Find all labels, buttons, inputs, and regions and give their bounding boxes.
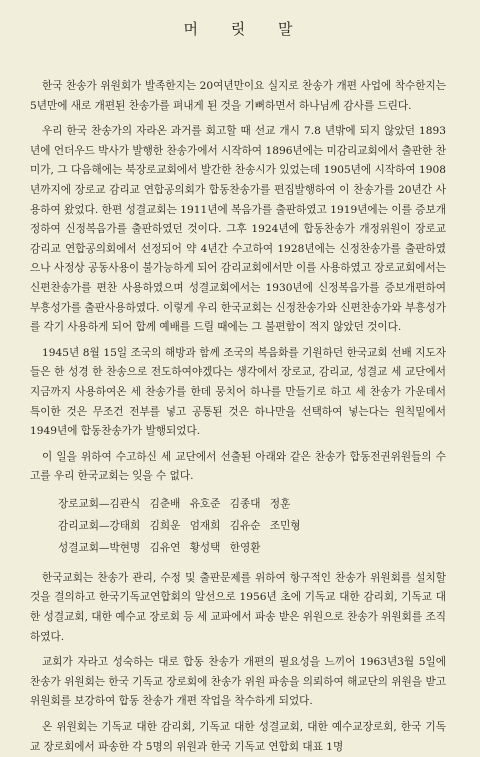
committee-name: 유호준 [189,497,221,510]
committee-list [30,493,446,559]
page-title: 머 릿 말 [183,20,307,38]
committee-name: 성결교회—박현명 [58,541,141,554]
paragraph-1945: 1945년 8월 15일 조국의 해방과 함께 조국의 복음화를 기원하던 한국교회 선배 지도자들은 한 성경 한 찬송으로 전도하여야겠다는 생각에서 장로교, 감리교, 성결교 세 교단에서 지금까지 사용하여온 세 찬송가를 한데 뭉치어 하나를 만들기로 하고 세 찬송가 가운데서 특이한 것은 무조건 전부를 넣고 공통된 것은 하나만을 선택하여 넣는다는 원칙밑에서 1949년에 합동찬송가가 발행되었다. [30,346,446,438]
committee-name: 황성택 [189,541,221,554]
committee-name: 조민형 [269,519,301,532]
paragraph-revision: 교회가 자라고 성숙하는 대로 합동 찬송가 개편의 필요성을 느끼어 1963년3월 5일에 찬송가 위원회는 한국 기독교 장로회에 찬송가 위원 파송을 의뢰하여 해교단의 위원을 받고 위원회를 보강하여 합동 찬송가 개편 작업을 착수하게 되었다. [30,656,446,708]
paragraph-history: 우리 한국 찬송가의 자라온 과거를 회고할 때 선교 개시 7.8 년밖에 되지 않았던 1893년에 언더우드 박사가 발행한 찬송가에서 시작하여 1896년에는 미감리교회에서 출판한 찬미가, 그 다음해에는 북장로교회에서 발간한 찬송시가 있었는데 1905년에 시작하여 1908년까지에 장로교 감리교 연합공의회가 합동찬송가를 편집발행하여 이 찬송가를 20년간 사용하여 왔었다. 한편 성결교회는 1911년에 복음가를 출판하였고 1919년에는 이를 증보개정하여 신정복음가를 출판하였던 것이다. 그후 1924년에 합동찬송가 개정위원이 장로교 감리교 연합공의회에서 선정되어 약 4년간 수고하여 1928년에는 신정찬송가를 출판하였으나 사정상 공동사용이 불가능하게 되어 감리교회에서만 이를 사용하였고 장로교회에서는 신편찬송가를 편찬 사용하였으며 성결교회에서는 1930년에 신정복음가를 증보개편하여 부흥성가를 출판사용하였다. 이렇게 우리 한국교회는 신정찬송가와 신편찬송가와 부흥성가를 각기 사용하게 되어 합께 예배를 드릴 때에는 그 불편함이 적지 않았던 것이다. [30,125,446,334]
committee-name: 정훈 [269,497,291,510]
committee-name: 김희운 [149,519,181,532]
committee-name: 김유순 [229,519,261,532]
committee-name: 엄재희 [189,519,221,532]
paragraph-intro: 한국 찬송가 위원회가 발족한지는 20여년만이요 실지로 찬송가 개편 사업에 착수한지는 5년만에 새로 개편된 찬송가를 펴내게 된 것을 기뻐하면서 하나님께 감사를 드린다. [30,80,446,112]
committee-name: 한영환 [229,541,261,554]
committee-name: 김유연 [149,541,181,554]
paragraph-committee-formation: 한국교회는 찬송가 관리, 수정 및 출판문제를 위하여 항구적인 찬송가 위원회를 설치할 것을 결의하고 한국기독교연합회의 알선으로 1956년 초에 기독교 대한 감리회, 기독교 대한 성결교회, 대한 예수교 장로회 등 세 교파에서 파송 받은 위원으로 찬송가 위원회를 조직하였다. [30,571,446,643]
committee-name: 김종대 [229,497,261,510]
paragraph-members: 온 위원회는 기독교 대한 감리회, 기독교 대한 성결교회, 대한 예수교장로회, 한국 기독교 장로회에서 파송한 각 5명의 위원과 한국 기독교 연합회 대표 1명 [30,721,446,753]
committee-name: 감리교회—강태희 [58,519,141,532]
committee-name: 장로교회—김관식 [58,497,141,510]
paragraph-committee-intro: 이 일을 위하여 수고하신 세 교단에서 선출된 아래와 같은 찬송가 합동전권위원들의 수고를 우리 한국교회는 잊을 수 없다. [30,450,446,483]
committee-name: 김춘배 [149,497,181,510]
committee-row-presbyterian [30,493,446,515]
committee-row-holiness [30,537,446,559]
committee-row-methodist [30,515,446,537]
